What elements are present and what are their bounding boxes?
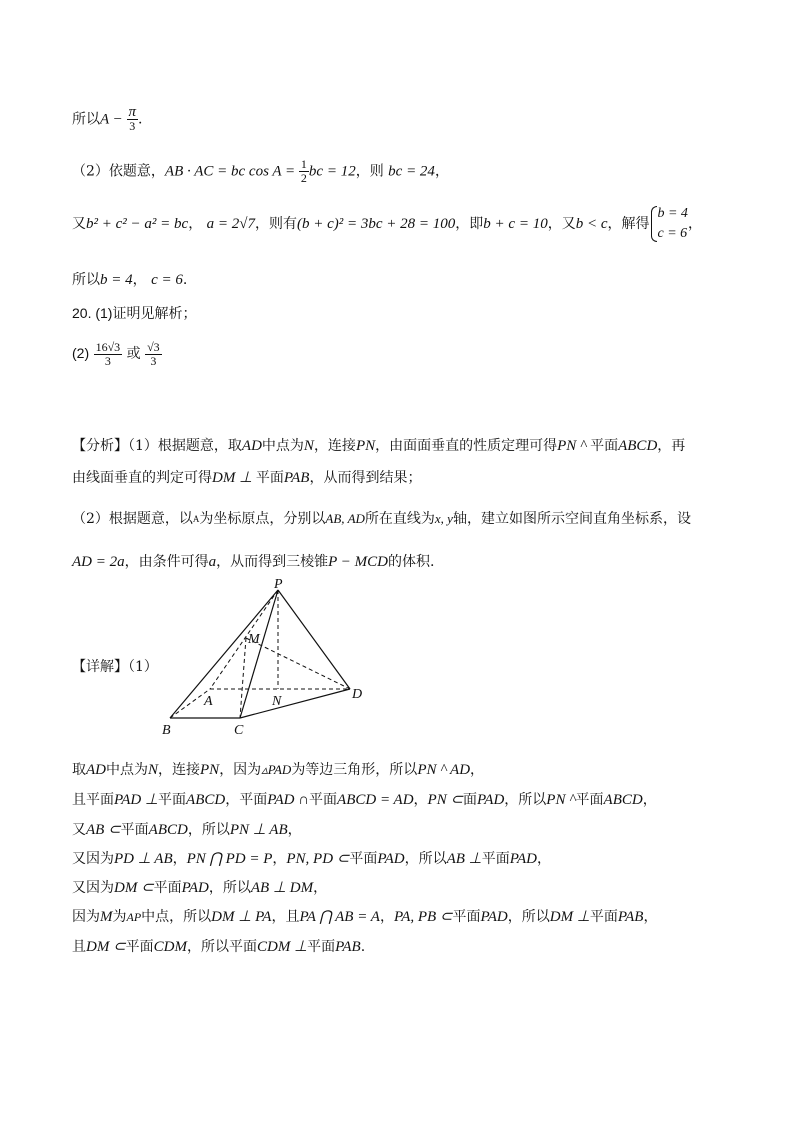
text: 且	[72, 939, 86, 955]
numerator: √3	[147, 339, 160, 354]
text: 平面	[125, 939, 154, 955]
segment-MD	[246, 638, 350, 689]
math: PAD	[477, 792, 505, 808]
math: P − MCD	[328, 554, 388, 570]
label-A: A	[204, 694, 213, 709]
math: CDM ⊥	[257, 939, 308, 955]
math: ABCD	[148, 822, 188, 838]
math: AB ⊥ DM	[250, 880, 314, 896]
line-18	[72, 937, 365, 957]
text: ，解得	[607, 216, 650, 232]
math: DM ⊂	[114, 880, 154, 896]
math: PA, PB ⊂	[393, 909, 453, 925]
solution-c: c = 6	[657, 226, 688, 241]
text: ，连接	[158, 762, 201, 778]
text: 取	[72, 762, 86, 778]
line-5	[72, 303, 196, 324]
text: 轴，建立如图所示空间直角坐标系，设	[452, 511, 691, 527]
edge-PA	[210, 590, 278, 689]
line-17	[72, 907, 657, 927]
text: ，	[687, 216, 702, 232]
text: 中点，所以	[141, 909, 212, 925]
line-9	[72, 506, 691, 532]
text: ，所以	[507, 909, 550, 925]
math: a = 2√7	[206, 216, 255, 232]
math: bc = 24	[388, 163, 435, 180]
text: ，又	[547, 216, 576, 232]
text: ，	[132, 272, 147, 288]
math: PN	[355, 438, 376, 454]
math: (b + c)² = 3bc + 28 = 100	[297, 216, 456, 232]
math: b + c = 10	[483, 216, 548, 232]
math: AD	[86, 762, 106, 778]
line-15	[72, 849, 551, 869]
text: 因为	[72, 909, 100, 925]
text: （2）根据题意，以	[72, 511, 193, 527]
numerator: π	[128, 104, 137, 120]
text: ，所以平面	[187, 939, 257, 955]
text: ，连接	[313, 438, 356, 454]
label-P: P	[274, 578, 283, 592]
text: 又	[72, 822, 86, 838]
text: 且平面	[72, 792, 114, 808]
math: PD ⊥ AB	[114, 851, 173, 867]
math: PAD ∩	[267, 792, 310, 808]
text: ，再	[657, 438, 686, 454]
line-10	[72, 552, 434, 572]
math: A	[192, 514, 200, 524]
math: bc = 12	[308, 163, 356, 180]
text: ，从而得到三棱锥	[216, 554, 329, 570]
math: ABCD	[186, 792, 226, 808]
text: 平面	[158, 792, 187, 808]
text: 由线面垂直的判定可得	[72, 470, 212, 486]
line-8	[72, 468, 421, 488]
label-N: N	[272, 694, 282, 709]
math: CDM	[153, 939, 187, 955]
text: ，所以	[404, 851, 447, 867]
math: PAD	[377, 851, 405, 867]
text: ，所以	[208, 880, 251, 896]
text: 平面	[153, 880, 182, 896]
numerator: 16√3	[95, 339, 121, 354]
text: （1）根据题意，取	[128, 438, 242, 454]
text: 所以	[72, 272, 100, 288]
math: PN ⊂	[427, 792, 464, 808]
text: ，	[642, 792, 657, 808]
part-label: (2)	[72, 345, 90, 361]
math: PAB	[283, 470, 310, 486]
label-M: M	[248, 632, 260, 647]
math: PN, PD ⊂	[286, 851, 350, 867]
text: ，	[313, 880, 328, 896]
line-16	[72, 878, 327, 898]
text: 为等边三角形，所以	[291, 762, 418, 778]
math: A −	[100, 111, 127, 128]
math: ▵PAD	[261, 762, 292, 777]
text: ，	[188, 216, 203, 232]
math: PAD	[509, 851, 537, 867]
denominator: 3	[129, 119, 136, 133]
text: 中点为	[106, 762, 148, 778]
math: x, y	[434, 511, 453, 526]
text: ，	[413, 792, 428, 808]
math: AB · AC = bc cos A =	[164, 163, 299, 180]
math: PAD ⊥	[114, 792, 159, 808]
math: N	[148, 762, 159, 778]
fraction-16sqrt3-3	[94, 341, 123, 368]
text: ，所以	[187, 822, 230, 838]
text: 平面	[589, 909, 618, 925]
math: c = 6	[151, 272, 183, 288]
text: 平面	[120, 822, 149, 838]
math: PAB	[617, 909, 644, 925]
math: AB, AD	[325, 511, 365, 526]
pyramid-figure	[160, 578, 380, 738]
math: DM ⊥	[212, 470, 256, 486]
text: ，	[470, 762, 485, 778]
line-6	[72, 338, 162, 369]
text: ，	[272, 851, 287, 867]
text: 又	[72, 216, 86, 232]
label-B: B	[162, 723, 171, 738]
math: PN ⊥ AB	[229, 822, 288, 838]
text: ，由条件可得	[124, 554, 209, 570]
text: ，则	[355, 163, 384, 180]
text: 平面	[307, 939, 336, 955]
math: AB ⊥	[446, 851, 482, 867]
text: 又因为	[72, 851, 114, 867]
text: 所在直线为	[364, 511, 435, 527]
text: ，则有	[255, 216, 297, 232]
text: 中点为	[261, 438, 304, 454]
math: PA ⋂ AB = A	[299, 909, 380, 925]
text: .	[182, 272, 188, 288]
line-7	[72, 436, 685, 456]
math: AD	[241, 438, 262, 454]
text: ，因为	[219, 762, 262, 778]
text: .	[360, 939, 366, 955]
text: 又因为	[72, 880, 114, 896]
math: b² + c² − a² = bc	[86, 216, 189, 232]
denominator: 2	[300, 171, 307, 185]
text: ，	[287, 822, 302, 838]
text: ，由面面垂直的性质定理可得	[375, 438, 558, 454]
text: ，平面	[225, 792, 268, 808]
line-12	[72, 760, 484, 780]
fraction-pi-over-3	[127, 106, 139, 133]
text: （1）	[128, 659, 158, 675]
text: 平面	[575, 792, 604, 808]
math: PN ^	[557, 438, 591, 454]
math: a	[208, 554, 217, 570]
answer-20-1: 20. (1)证明见解析；	[72, 305, 197, 321]
text: ，	[537, 851, 551, 867]
line-3	[72, 204, 702, 244]
math: ABCD	[618, 438, 658, 454]
math: DM ⊥ PA	[211, 909, 272, 925]
line-1	[72, 106, 142, 133]
section-tag-detail: 【详解】	[72, 659, 128, 675]
text: ，	[379, 909, 394, 925]
math: PN ⋂ PD = P	[186, 851, 273, 867]
text: 平面	[481, 851, 510, 867]
text: ，即	[455, 216, 484, 232]
math: PN	[200, 762, 220, 778]
solution-b: b = 4	[657, 206, 688, 221]
text: ，	[172, 851, 187, 867]
math: N	[303, 438, 314, 454]
text: 的体积.	[387, 554, 435, 570]
math: M	[100, 909, 113, 925]
label-C: C	[234, 723, 244, 738]
math: ABCD = AD	[337, 792, 414, 808]
text: ，从而得到结果；	[309, 470, 422, 486]
text: ，	[434, 163, 449, 180]
text: 为	[112, 909, 127, 925]
text: 为坐标原点，分别以	[199, 511, 326, 527]
numerator: 1	[300, 157, 307, 171]
denominator: 3	[150, 353, 157, 368]
text: 平面	[255, 470, 284, 486]
math: PN ^	[546, 792, 576, 808]
math: ABCD	[603, 792, 643, 808]
line-11	[72, 657, 158, 677]
denominator: 3	[104, 353, 111, 368]
edge-PB	[170, 590, 278, 718]
line-4	[72, 270, 187, 290]
edge-CD	[240, 689, 350, 718]
math: AB ⊂	[86, 822, 121, 838]
text: 所以	[72, 111, 100, 128]
text: ，所以	[504, 792, 547, 808]
math: b < c	[575, 216, 608, 232]
math: PN ^ AD	[417, 762, 471, 778]
line-14	[72, 820, 302, 840]
label-D: D	[352, 687, 363, 702]
text: 平面	[452, 909, 481, 925]
text: .	[138, 111, 143, 128]
math: PAD	[181, 880, 209, 896]
math: DM ⊂	[86, 939, 126, 955]
fraction-half	[299, 158, 309, 185]
math: AP	[126, 910, 142, 924]
math: b = 4	[100, 272, 133, 288]
text: 面	[463, 792, 478, 808]
math: DM ⊥	[549, 909, 590, 925]
text: （2）依题意，	[72, 163, 165, 180]
text: 或	[126, 346, 141, 362]
solution-system	[649, 204, 687, 244]
text: ，且	[271, 909, 300, 925]
math: AD = 2a	[72, 554, 125, 570]
text: 平面	[309, 792, 338, 808]
fraction-sqrt3-3	[145, 341, 162, 368]
edge-PD	[278, 590, 350, 689]
math: PAB	[335, 939, 361, 955]
text: 平面	[349, 851, 378, 867]
math: PAD	[480, 909, 508, 925]
section-tag-analysis: 【分析】	[72, 438, 128, 454]
line-2	[72, 158, 449, 185]
text: ，	[643, 909, 658, 925]
text: 平面	[590, 438, 619, 454]
line-13	[72, 790, 657, 810]
